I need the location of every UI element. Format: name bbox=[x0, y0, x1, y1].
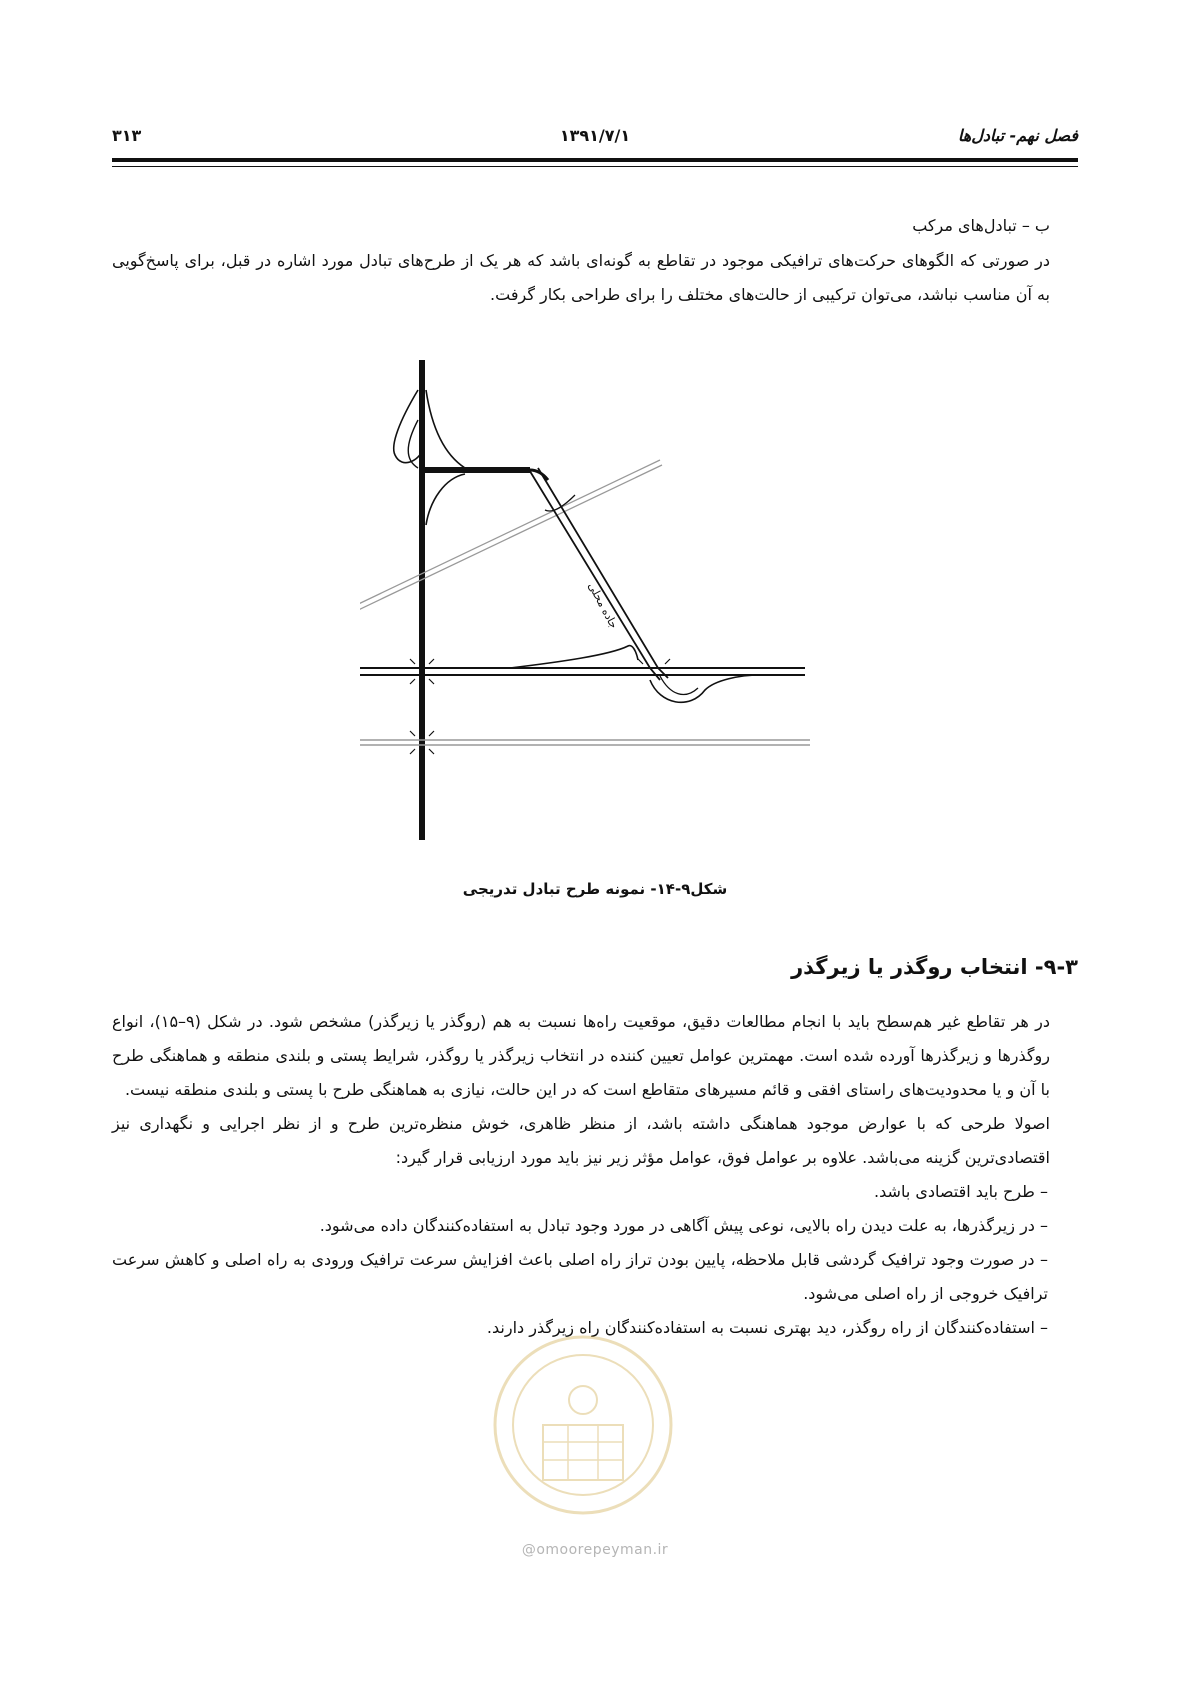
page-header bbox=[112, 126, 1078, 152]
top-ramp-right bbox=[426, 390, 465, 468]
list-item: – استفاده‌کنندگان از راه روگذر، دید بهتری نسبت به استفاده‌کنندگان راه زیرگذر دارند. bbox=[486, 1318, 1048, 1337]
interchange-diagram bbox=[360, 350, 860, 890]
intro-text: در صورتی که الگوهای حرکت‌های ترافیکی موجود در تقاطع به گونه‌ای باشد که هر یک از طرح‌های تبادل مورد اشاره در قبل، برای پاسخ‌گویی به آن مناسب نباشد، می‌توان ترکیبی از حالت‌های مختلف را برای طراحی بکار گرفت. bbox=[112, 251, 1050, 304]
left-ramp-curve bbox=[426, 474, 465, 525]
at-icon: @ bbox=[521, 1542, 537, 1558]
watermark-seal bbox=[488, 1330, 678, 1520]
watermark-site-text: omoorepeyman.ir bbox=[536, 1542, 669, 1558]
lower-ramp-left bbox=[510, 646, 638, 668]
list-item: – در زیرگذرها، به علت دیدن راه بالایی، نوعی پیش آگاهی در مورد وجود تبادل به استفاده‌کنندگان داده می‌شود. bbox=[319, 1216, 1048, 1235]
list-item: – در صورت وجود ترافیک گردشی قابل ملاحظه، پایین بودن تراز راه اصلی باعث افزایش سرعت ترافیک ورودی به راه اصلی و کاهش سرعت ترافیک خروجی از راه اصلی می‌شود. bbox=[112, 1250, 1048, 1303]
right-loop bbox=[650, 675, 760, 702]
factor-list bbox=[112, 1175, 1078, 1345]
section-paragraph-2: اصولا طرحی که با عوارض موجود هماهنگی داشته باشد، از منظر ظاهری، خوش منظره‌ترین طرح و از نظر اجرایی و نگهداری نیز اقتصادی‌ترین گزینه می‌باشد. علاوه بر عوامل فوق، عوامل مؤثر زیر نیز باید مورد ارزیابی قرار گیرد: bbox=[112, 1114, 1050, 1167]
local-road-line-1 bbox=[528, 468, 660, 680]
watermark-site bbox=[0, 1542, 1190, 1558]
subsection-title: ب – تبادل‌های مرکب bbox=[912, 216, 1050, 235]
figure-caption: شکل۹-۱۴- نمونه طرح تبادل تدریجی bbox=[462, 880, 728, 898]
intro-paragraph bbox=[112, 244, 1078, 312]
section-body bbox=[112, 1005, 1078, 1345]
local-road-line-2 bbox=[538, 468, 668, 678]
header-rule bbox=[112, 158, 1078, 167]
chapter-title: فصل نهم- تبادل‌ها bbox=[957, 126, 1078, 145]
diagonal-road-b bbox=[360, 465, 662, 613]
diagonal-road-a bbox=[360, 460, 660, 608]
header-date: ۱۳۹۱/۷/۱ bbox=[559, 126, 631, 145]
section-heading: ۹-۳- انتخاب روگذر یا زیرگذر bbox=[791, 955, 1078, 979]
list-item: – طرح باید اقتصادی باشد. bbox=[874, 1182, 1048, 1201]
section-paragraph-1: در هر تقاطع غیر هم‌سطح باید با انجام مطالعات دقیق، موقعیت راه‌ها نسبت به هم (روگذر یا زیرگذر) مشخص شود. در شکل (۹–۱۵)، انواع روگذرها و زیرگذرها آورده شده است. مهمترین عوامل تعیین کننده در انتخاب زیرگذر یا روگذر، شرایط پستی و بلندی منطقه و هماهنگی طرح با آن و یا محدودیت‌های راستای افقی و قائم مسیرهای متقاطع است که در این حالت، نیازی به هماهنگی طرح با پستی و بلندی منطقه نیست. bbox=[112, 1012, 1050, 1099]
local-road-label: جاده محلی bbox=[585, 580, 621, 631]
right-loop-inner bbox=[660, 676, 698, 694]
page-number: ۳۱۳ bbox=[112, 126, 142, 145]
